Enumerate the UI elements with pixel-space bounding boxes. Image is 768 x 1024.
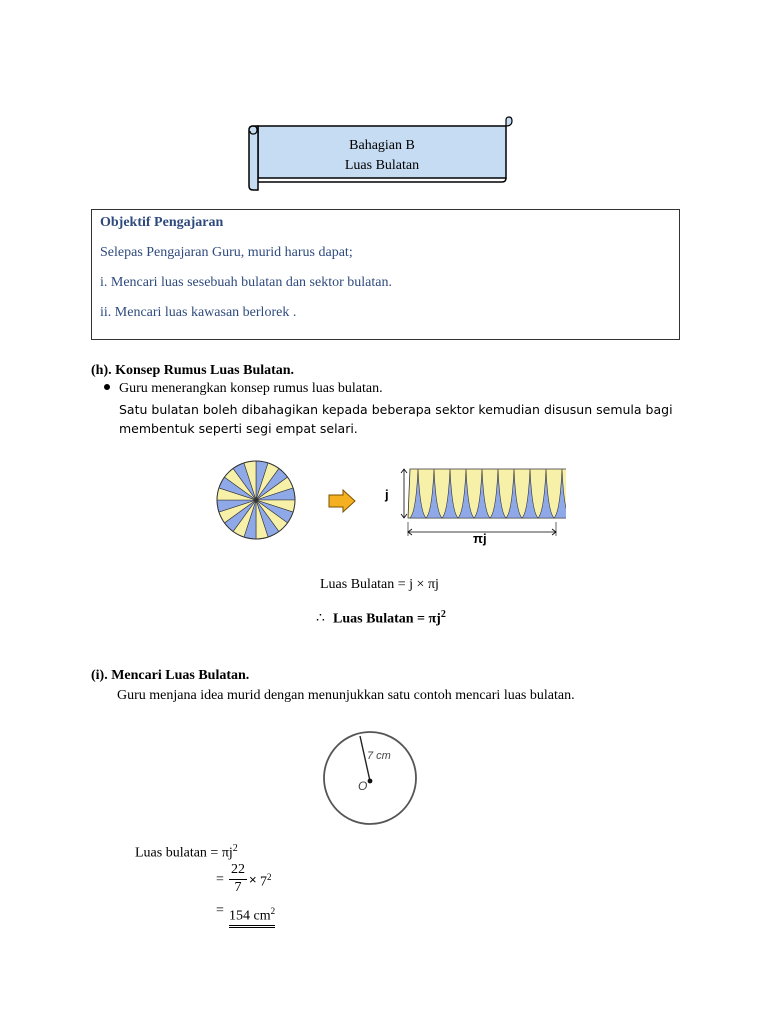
bullet-dot <box>104 384 110 390</box>
objective-item-2: ii. Mencari luas kawasan berlorek . <box>100 305 297 320</box>
section-i-text: Guru menjana idea murid dengan menunjukkan satu contoh mencari luas bulatan. <box>117 688 575 703</box>
scroll-title <box>258 136 506 176</box>
formula-area-2 <box>333 609 446 628</box>
fraction-numerator: 22 <box>231 862 245 877</box>
formula-area-2-exp: 2 <box>440 609 446 620</box>
objective-item-1: i. Mencari luas sesebuah bulatan dan sektor bulatan. <box>100 275 392 290</box>
section-h-heading: (h). Konsep Rumus Luas Bulatan. <box>91 363 295 378</box>
calc-line-1 <box>135 843 238 862</box>
seven-squared <box>260 872 272 891</box>
objectives-title: Objektif Pengajaran <box>100 215 224 230</box>
times-symbol: × <box>249 872 257 887</box>
sector-circle-diagram <box>214 458 298 542</box>
label-j: j <box>385 487 389 502</box>
calc-result <box>229 903 275 928</box>
section-title: Bahagian B <box>349 138 415 153</box>
formula-area-2-main: Luas Bulatan = πj <box>333 611 441 627</box>
center-label: O <box>358 779 368 793</box>
therefore-symbol: ∴ <box>316 611 325 626</box>
seven-value: 7 <box>260 874 267 890</box>
section-subtitle: Luas Bulatan <box>344 158 420 173</box>
radius-label: 7 cm <box>367 750 391 762</box>
fraction-denominator: 7 <box>234 880 242 895</box>
calc-label: Luas bulatan = πj <box>135 845 233 861</box>
radius-circle-diagram <box>318 726 422 830</box>
calc-eq-2: = <box>216 903 224 918</box>
calc-exp: 2 <box>232 843 238 854</box>
section-i-heading: (i). Mencari Luas Bulatan. <box>91 668 250 683</box>
result-exp: 2 <box>270 906 276 916</box>
calc-eq-1: = <box>216 872 224 887</box>
section-h-bullet: Guru menerangkan konsep rumus luas bulatan. <box>119 381 383 396</box>
objectives-intro: Selepas Pengajaran Guru, murid harus dapat; <box>100 245 353 260</box>
result-value: 154 cm <box>229 908 271 924</box>
seven-exp: 2 <box>267 872 272 882</box>
section-h-text1: Satu bulatan boleh dibahagikan kepada beberapa sektor kemudian disusun semula bagi <box>119 402 673 417</box>
arrow-right-icon <box>327 488 357 514</box>
label-pi-j: πj <box>473 531 487 546</box>
formula-area-1: Luas Bulatan = j × πj <box>320 577 439 592</box>
section-h-text2: membentuk seperti segi empat selari. <box>119 421 358 436</box>
